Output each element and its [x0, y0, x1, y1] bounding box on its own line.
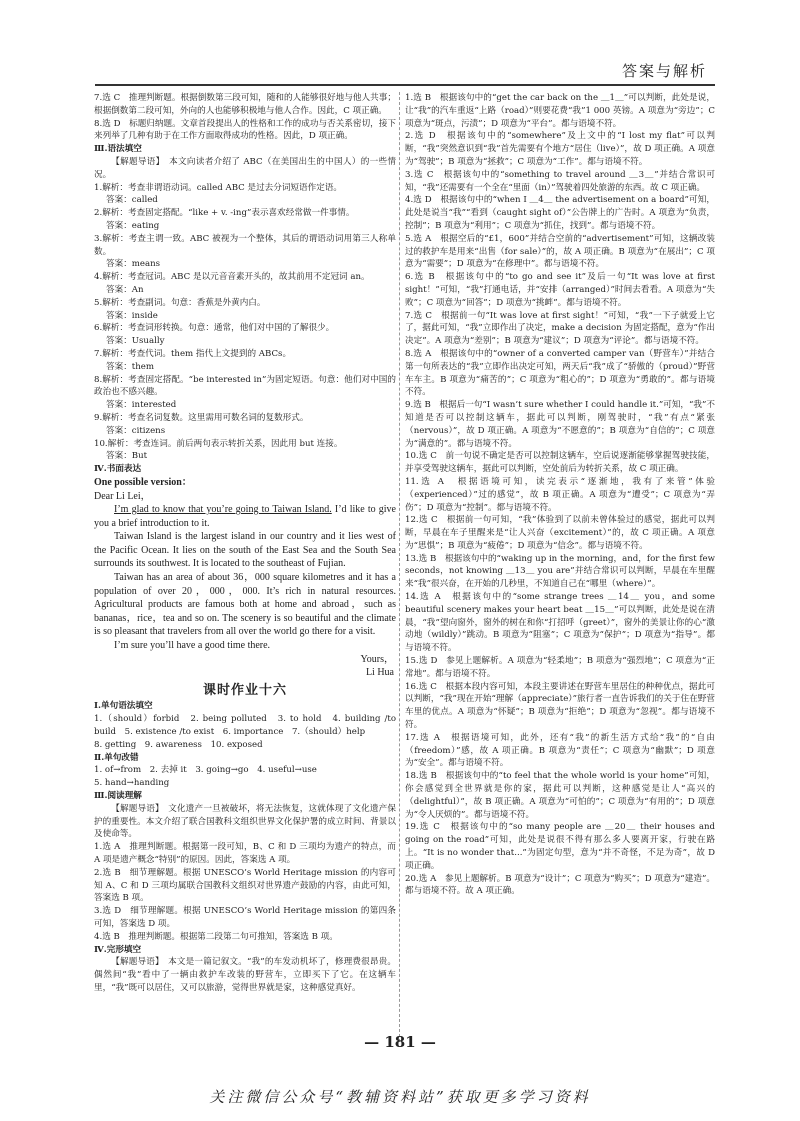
grammar-9-answer: 答案：citizens — [106, 425, 166, 436]
grammar-2-answer: 答案：eating — [106, 220, 160, 231]
grammar-4-answer: 答案：An — [106, 284, 144, 295]
grammar-guide: 【解题导语】 本文向读者介绍了 ABC（在美国出生的中国人）的一些情况。 — [94, 156, 396, 180]
hw16-section-4: Ⅳ.完形填空 — [94, 944, 142, 955]
hw16-section-1-answers-a: 1.（should）forbid 2. being polluted 3. to hold 4. building /to build 5. existence /to exist 6. importance 7.（should）help — [94, 714, 396, 738]
hw16-reading-3: 3.选 D 细节理解题。根据 UNESCO’s World Heritage mission 的第四条可知，答案选 D 项。 — [94, 906, 396, 929]
cloze-answer-18: 18.选 B 根据该句中的“to feel that the whole world is your home”可知，你会感觉到全世界就是你的家，据此可以判断，这种感觉是让人“高兴的（delightful）”，故 B 项正确。A 项意为“可怕的”；C 项意为“有用的”；D 项意为“令人厌烦的”。都与语境不符。 — [405, 771, 715, 820]
hw16-reading-guide: 【解题导语】 文化遗产一旦被破坏，将无法恢复，这就体现了文化遗产保护的重要性。本文介绍了联合国教科文组织世界文化保护署的成立时间、背景以及使命等。 — [94, 803, 396, 840]
hw16-section-1: Ⅰ.单句语法填空 — [94, 701, 153, 712]
header-title: 答案与解析 — [621, 62, 707, 80]
cloze-answer-7: 7.选 C 根据前一句“It was love at first sight！”可知，“我”一下子就爱上它了，据此可知，“我”立即作出了决定，make a decision 为固定搭配，意为“作出决定”。A 项意为“差别”；B 项意为“建议”；D 项意为“评论”。都与语境不符。 — [405, 310, 715, 347]
cloze-answer-9: 9.选 B 根据后一句“I wasn’t sure whether I could handle it.”可知，“我”不知道是否可以控制这辆车，据此可以判断，刚驾驶时，“我”有点“紧张（nervous）”，故 D 项正确。A 项意为“不愿意的”；B 项意为“自信的”；C 项意为“满意的”。都与语境不符。 — [405, 400, 715, 449]
grammar-6-explain: 6.解析：考查词形转换。句意：通常，他们对中国的了解很少。 — [94, 323, 335, 334]
page-number: — 181 — — [364, 1033, 436, 1051]
grammar-4-explain: 4.解析：考查冠词。ABC 是以元音音素开头的，故其前用不定冠词 an。 — [94, 272, 370, 283]
grammar-7-answer: 答案：them — [106, 361, 155, 372]
footer-promo-text: 关注微信公众号“教辅资料站”获取更多学习资料 — [209, 1088, 591, 1106]
grammar-8-answer: 答案：interested — [106, 400, 177, 411]
essay-paragraph-3: Taiwan has an area of about 36，000 square kilometres and it has a population of over 20，000，000. It’s rich in natural resources. Agricultural products are famous both at home and abroad，such as bananas，rice，tea and so on. The scenery is so beautiful and the climate is so pleasant that travelers from all over the world go there for a visit. — [94, 572, 396, 638]
grammar-3-answer: 答案：means — [106, 259, 161, 270]
hw16-reading-1: 1.选 A 推理判断题。根据第一段可知，B、C 和 D 三项均为遗产的特点，而 A 项是遗产概念“特别”的原因。因此，答案选 A 项。 — [94, 842, 396, 865]
hw16-section-1-answers-b: 8. getting 9. awareness 10. exposed — [94, 739, 263, 750]
grammar-5-explain: 5.解析：考查副词。句意：香蕉是外黄内白。 — [94, 297, 266, 308]
cloze-answer-19: 19.选 C 根据该句中的“so many people are ＿20＿ their houses and going on the road”可知，此处是说很不得有那么多人要离开家，行驶在路上。“It is no wonder that...”为固定句型，意为“并不奇怪，不足为奇”，故 D 项正确。 — [405, 822, 715, 871]
hw16-section-3: Ⅲ.阅读理解 — [94, 791, 142, 801]
grammar-5-answer: 答案：inside — [106, 310, 158, 321]
hw16-reading-4: 4.选 B 推理判断题。根据第二段第二句可推知，答案选 B 项。 — [94, 931, 338, 942]
cloze-answer-17: 17.选 A 根据语境可知，此外，还有“我”的新生活方式给“我”的“自由（freedom）”感，故 A 项正确。B 项意为“责任”；C 项意为“幽默”；D 项意为“安全”。都与语境不符。 — [405, 732, 715, 769]
essay-label: One possible version： — [94, 476, 192, 488]
grammar-7-explain: 7.解析：考查代词。them 指代上文提到的 ABCs。 — [94, 348, 292, 359]
hw16-section-2-answers-b: 5. hand→handing — [94, 778, 170, 789]
cloze-answer-2: 2.选 D 根据该句中的“somewhere”及上文中的“I lost my flat”可以判断，“我”突然意识到“我”首先需要有个地方“居住（live）”，故 D 项正确。A 项意为“驾驶”；B 项意为“拯救”；C 项意为“工作”。都与语境不符。 — [405, 131, 715, 167]
cloze-answer-3: 3.选 C 根据该句中的“something to travel around ＿3＿”并结合常识可知，“我”还需要有一个全在“里面（in）”驾驶着四处旅游的东西。故 C 项正确。 — [405, 169, 715, 193]
cloze-answer-15: 15.选 D 参见上题解析。A 项意为“轻柔地”；B 项意为“强烈地”；C 项意为“正常地”。都与语境不符。 — [405, 656, 715, 679]
hw16-cloze-guide: 【解题导语】 本文是一篇记叙文。“我”的车发动机坏了，修理费很昂贵。偶然间“我”看中了一辆由救护车改装的野营车，立即买下了它。在这辆车里，“我”既可以居住，又可以旅游，觉得世界就是家，这种感觉真好。 — [94, 957, 396, 993]
cloze-answer-11: 11.选 A 根据语境可知，读完表示“逐渐地，我有了来管”体验（experienced）”过的感觉”，故 B 项正确。A 项意为“遭受”；C 项意为“弄伤”；D 项意为“控制”。都与语境不符。 — [405, 476, 715, 513]
left-column — [94, 92, 396, 1032]
cloze-answer-8: 8.选 A 根据该句中的“owner of a converted camper van（野营车）”并结合第一句所表达的“我”立即作出决定可知，两天后“我”成了“骄傲的（proud）”野营车车主。B 项意为“痛苦的”；C 项意为“粗心的”；D 项意为“勇敢的”。都与语境不符。 — [405, 348, 715, 398]
cloze-answer-5: 5.选 A 根据空后的“£1，600”并结合空前的“advertisement”可知，这辆改装过的救护车是用来“出售（for sale）”的，故 A 项正确。B 项意为“在展出”；C 项意为“需要”；D 项意为“在修理中”。都与语境不符。 — [405, 233, 715, 270]
section-writing: Ⅳ.书面表达 — [94, 464, 142, 475]
left-q8: 8.选 D 标题归纳题。文章首段提出人的性格和工作的成功与否关系密切，接下来列举了几种有助于在工作方面取得成功的性格。因此，D 项正确。 — [94, 118, 396, 142]
grammar-3-explain: 3.解析：考查主谓一致。ABC 被视为一个整体，其后的谓语动词用第三人称单数。 — [94, 233, 396, 257]
essay-greeting: Dear Li Lei， — [94, 490, 151, 502]
essay-closing: Yours， — [360, 653, 394, 665]
essay-p1-rest: I’d like to give you a brief introduction to it. — [94, 504, 396, 529]
homework-16-title: 课时作业十六 — [202, 682, 287, 698]
hw16-section-2-answers-a: 1. of→from 2. 去掉 it 3. going→go 4. useful→use — [94, 765, 317, 776]
grammar-2-explain: 2.解析：考查固定搭配。“like + v. -ing”表示喜欢经常做一件事情。 — [94, 208, 355, 219]
grammar-1-explain: 1.解析：考查非谓语动词。called ABC 是过去分词短语作定语。 — [94, 182, 343, 193]
cloze-answer-10: 10.选 C 前一句说不确定是否可以控制这辆车，空后说逐渐能够掌握驾驶技能，并享受驾驶这辆车，据此可以判断，空处前后为转折关系，故 C 项正确。 — [405, 451, 715, 475]
essay-p1-underlined: I’m glad to know that you’re going to Taiwan Island. — [114, 504, 332, 516]
cloze-answer-20: 20.选 A 参见上题解析。B 项意为“设计”；C 项意为“购买”；D 项意为“建造”。都与语境不符。故 A 项正确。 — [405, 873, 715, 897]
cloze-answer-14: 14.选 A 根据该句中的“some strange trees ＿14＿ you，and some beautiful scenery makes your heart beat ＿15＿”可以判断，此处是说在清晨，“我”望向窗外，窗外的树在和你“打招呼（greet）”，窗外的美景让你的心“激动地（wildly）”跳动。B 项意为“阻塞”；C 项意为“保护”；D 项意为“指导”。都与语境不符。 — [405, 592, 715, 654]
essay-paragraph-2: Taiwan Island is the largest island in our country and it lies west of the Pacific Ocean. It lies on the south of the East Sea and the South Sea surrounds its southwest. It is located to the southeast of Fujian. — [94, 531, 396, 570]
section-grammar-fill: Ⅲ.语法填空 — [94, 144, 142, 155]
essay-paragraph-4: I’m sure you’ll have a good time there. — [114, 640, 271, 652]
hw16-reading-2: 2.选 B 细节理解题。根据 UNESCO’s World Heritage mission 的内容可知 A、C 和 D 三项均属联合国教科文组织对世界遗产鼓励的内容，由此可知，答案选 B 项。 — [94, 867, 396, 904]
grammar-6-answer: 答案：Usually — [106, 336, 165, 347]
cloze-answer-12: 12.选 C 根据前一句可知，“我”体验到了以前未曾体验过的感觉，据此可以判断，早晨在车子里醒来是“让人兴奋（excitement）”的，故 C 项正确。A 项意为“思惧”；B 项意为“疲倦”；D 项意为“信念”。都与语境不符。 — [405, 515, 715, 551]
grammar-8-explain: 8.解析：考查固定搭配。“be interested in”为固定短语。句意：他们对中国的政治也不感兴趣。 — [94, 374, 396, 398]
cloze-answer-1: 1.选 B 根据该句中的“get the car back on the ＿1＿”可以判断，此处是说，让“我”的汽车重返“上路（road）”则要花费“我”1 000 英镑。A 项意为“旁边”；C 项意为“斑点，污渍”；D 项意为“平台”。都与语境不符。 — [405, 93, 715, 129]
grammar-9-explain: 9.解析：考查名词复数。这里需用可数名词的复数形式。 — [94, 412, 309, 423]
essay-paragraph-1 — [94, 503, 396, 530]
grammar-1-answer: 答案：called — [106, 195, 158, 206]
essay-signature: Li Hua — [365, 666, 394, 678]
cloze-answer-16: 16.选 C 根据本段内容可知，本段主要讲述在野营车里居住的种种优点，据此可以判断，“我”现在开始“理解（appreciate）”旅行者一直告诉我们的关于住在野营车里的优点。A 项意为“怀疑”；B 项意为“拒绝”；D 项意为“忽视”。都与语境不符。 — [405, 681, 715, 731]
left-q7: 7.选 C 推理判断题。根据倒数第三段可知，随和的人能够很好地与他人共事；根据倒数第二段可知，外向的人也能够积极地与他人合作。因此，C 项正确。 — [94, 93, 396, 116]
hw16-section-2: Ⅱ.单句改错 — [94, 752, 139, 763]
right-column — [405, 92, 715, 1042]
grammar-10-answer: 答案：But — [106, 451, 148, 462]
grammar-10-explain: 10.解析：考查连词。前后两句表示转折关系，因此用 but 连接。 — [94, 438, 343, 449]
page-header — [95, 58, 715, 86]
cloze-answer-13: 13.选 B 根据该句中的“waking up in the morning，and，for the first few seconds，not knowing ＿13＿ you are”并结合常识可以判断，早晨在车里醒来“我”很兴奋，在开始的几秒里，不知道自己在“哪里（where）”。 — [405, 553, 715, 590]
cloze-answer-4: 4.选 D 根据该句中的“when I ＿4＿ the advertisement on a board”可知，此处是说当“我”“看到（caught sight of）”公告牌上的广告时。A 项意为“负责，控制”；B 项意为“利用”；C 项意为“抓住，找到”。都与语境不符。 — [405, 195, 715, 231]
column-divider — [399, 92, 400, 1042]
cloze-answer-6: 6.选 B 根据该句中的“to go and see it”及后一句“It was love at first sight！”可知，“我”打通电话，并“安排（arranged）”时间去看看。A 项意为“失败”；C 项意为“回答”；D 项意为“挑衅”。都与语境不符。 — [405, 272, 715, 308]
